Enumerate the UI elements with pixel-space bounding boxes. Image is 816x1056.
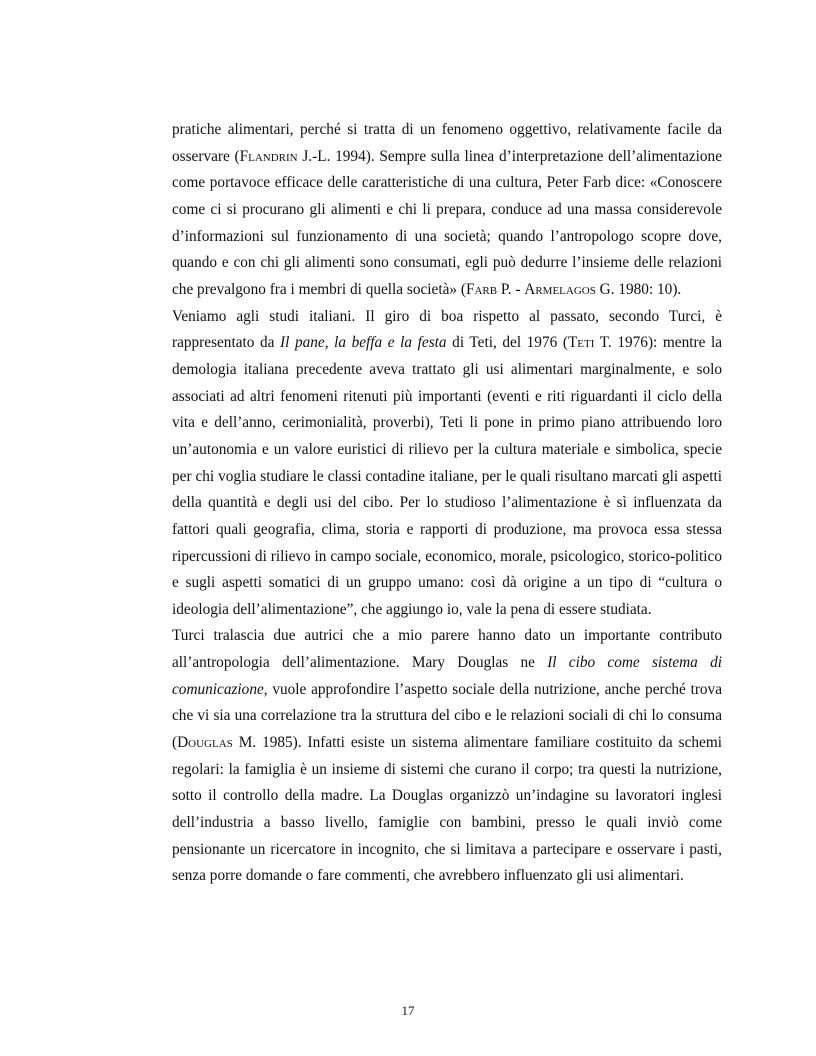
author-citation: Teti <box>567 334 595 352</box>
book-title: Il cibo come sistema di comunicazione <box>172 654 722 698</box>
author-citation: Douglas <box>177 734 233 752</box>
text-segment: M. 1985). Infatti esiste un sistema alimentare familiare costituito da schemi regolari: la famiglia è un insieme di sistemi che curano il corpo; tra questi la nutrizione, sotto il controllo della madre. La Douglas organizzò un’indagine su lavoratori inglesi dell’industria a basso livello, famiglie con bambini, presso le quali inviò come pensionante un ricercatore in incognito, che si limitava a partecipare e osservare i pasti, senza porre domande o fare commenti, che avrebbero influenzato gli usi alimentari. <box>172 734 722 885</box>
text-segment: Turci tralascia due autrici che a mio parere hanno dato un importante contributo all’antropologia dell’alimentazione. Mary Douglas ne <box>172 627 722 672</box>
author-citation: Armelagos <box>524 280 596 298</box>
paragraph-2 <box>172 304 722 624</box>
body-text <box>172 117 722 890</box>
text-segment: P. - <box>497 280 525 298</box>
text-segment: di Teti, del 1976 ( <box>446 334 568 352</box>
paragraph-3 <box>172 623 722 890</box>
text-segment: , vuole approfondire l’aspetto sociale della nutrizione, anche perché trova che vi sia una correlazione tra la struttura del cibo e le relazioni sociali di chi lo consuma ( <box>172 680 722 752</box>
author-citation: Flandrin <box>239 147 298 165</box>
author-citation: Farb <box>465 280 498 298</box>
text-segment: pratiche alimentari, perché si tratta di un fenomeno oggettivo, relativamente facile da osservare ( <box>172 121 722 165</box>
text-segment: T. 1976): mentre la demologia italiana precedente aveva trattato gli usi alimentari marginalmente, e solo associati ad altri fenomeni ritenuti più importanti (eventi e riti riguardanti il ciclo della vita e dell’anno, cerimonialità, proverbi), Teti li pone in primo piano attribuendo loro un’autonomia e un valore euristici di rilievo per la cultura materiale e simbolica, specie per chi voglia studiare le classi contadine italiane, per le quali risultano marcati gli aspetti della quantità e degli usi del cibo. Per lo studioso l’alimentazione è sì influenzata da fattori quali geografia, clima, storia e rapporti di produzione, ma provoca essa stessa ripercussioni di rilievo in campo sociale, economico, morale, psicologico, storico-politico e sugli aspetti somatici di un gruppo umano: così dà origine a un tipo di “cultura o ideologia dell’alimentazione”, che aggiungo io, vale la pena di essere studiata. <box>172 334 722 618</box>
text-segment: Veniamo agli studi italiani. Il giro di boa rispetto al passato, secondo Turci, è rappresentato da <box>172 307 722 352</box>
book-title: Il pane, la beffa e la festa <box>280 334 447 352</box>
text-segment: G. 1980: 10). <box>595 280 682 298</box>
paragraph-1 <box>172 117 722 304</box>
page-number: 17 <box>401 1003 415 1018</box>
text-segment: J.-L. 1994). Sempre sulla linea d’interpretazione dell’alimentazione come portavoce efficace delle caratteristiche di una cultura, Peter Farb dice: «Conoscere come ci si procurano gli alimenti e chi li prepara, conduce ad una massa considerevole d’informazioni sul funzionamento di una società; quando l’antropologo scopre dove, quando e con chi gli alimenti sono consumati, egli può dedurre l’insieme delle relazioni che prevalgono fra i membri di quella società» ( <box>172 147 722 298</box>
